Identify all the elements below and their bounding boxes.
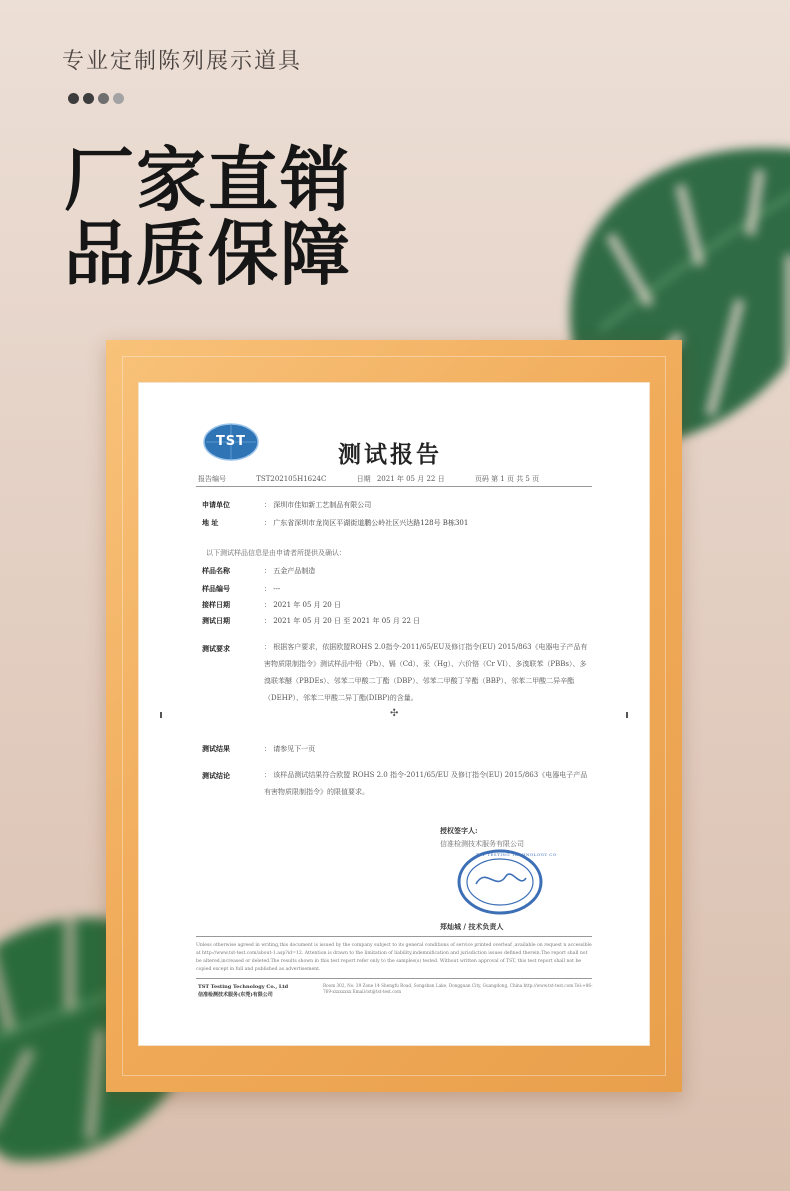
margin-tick-left xyxy=(160,712,162,718)
test-date-row xyxy=(202,616,420,626)
receive-date-row xyxy=(202,600,341,610)
sample-no-value: ： --- xyxy=(264,585,281,593)
headline-line-2: 品质保障 xyxy=(64,213,352,295)
sample-no-label: 样品编号 xyxy=(202,584,230,593)
sample-name-label: 样品名称 xyxy=(202,566,230,575)
report-no-label: 报告编号 xyxy=(198,475,226,483)
dot-4 xyxy=(113,93,124,104)
authorized-label: 授权签字人: xyxy=(440,826,478,835)
dot-2 xyxy=(83,93,94,104)
result-value: ： 请参见下一页 xyxy=(264,745,316,753)
footer-company-en: TST Testing Technology Co., Ltd xyxy=(198,984,289,990)
dot-3 xyxy=(98,93,109,104)
result-row xyxy=(202,744,315,754)
footer-company-cn: 信准检测技术服务(东莞)有限公司 xyxy=(198,992,273,998)
stamp-seal-icon xyxy=(456,848,544,916)
conclusion-text: ： 该样品测试结果符合欧盟 ROHS 2.0 指令-2011/65/EU 及修订指令(EU) 2015/863《电器电子产品有害物质限制指令》的限值要求。 xyxy=(264,771,588,796)
divider xyxy=(196,486,592,487)
company-sign: 信准检测技术服务有限公司 xyxy=(440,840,524,848)
applicant-label: 申请单位 xyxy=(202,500,230,509)
report-meta xyxy=(198,474,567,484)
divider-footer xyxy=(196,978,592,979)
tagline: 专业定制陈列展示道具 xyxy=(62,49,303,74)
crosshair-icon: ✣ xyxy=(390,708,399,719)
requirement-row xyxy=(202,644,264,654)
applicant-row xyxy=(202,500,371,510)
test-date-label: 测试日期 xyxy=(202,616,230,625)
requirement-text: ： 根据客户要求，依据欧盟ROHS 2.0指令-2011/65/EU及修订指令(EU) 2015/863《电器电子产品有害物质限制指令》测试样品中铅（Pb）、镉（Cd）、汞（Hg）、六价铬（Cr VI）、多溴联苯（PBBs）、多溴联苯醚（PBDEs）、邻苯二甲酸二丁酯（DBP）、邻苯二甲酸丁苄酯（BBP）、邻苯二甲酸二异辛酯（DEHP）、邻苯二甲酸二异丁酯(DIBP)的含量。 xyxy=(264,643,588,702)
sample-name-value: ： 五金产品制造 xyxy=(264,567,316,575)
sample-no-row xyxy=(202,584,280,594)
receive-date-value: ： 2021 年 05 月 20 日 xyxy=(264,601,341,609)
certificate-paper xyxy=(138,382,650,1046)
receive-date-label: 接样日期 xyxy=(202,600,230,609)
address-value: ： 广东省深圳市龙岗区平湖街道鹏公岭社区兴达路128号 B栋301 xyxy=(264,519,469,527)
page-info: 页码 第 1 页 共 5 页 xyxy=(474,475,540,483)
dot-1 xyxy=(68,93,79,104)
result-label: 测试结果 xyxy=(202,744,230,753)
logo-text: TST xyxy=(215,434,247,449)
date-label: 日期 xyxy=(356,475,371,483)
margin-tick-right xyxy=(626,712,628,718)
dot-indicator xyxy=(68,93,124,104)
address-row xyxy=(202,518,468,528)
divider-bottom xyxy=(196,936,592,937)
test-date-value: ： 2021 年 05 月 20 日 至 2021 年 05 月 22 日 xyxy=(264,617,421,625)
fine-print: Unless otherwise agreed in writing,this document is issued by the company subject to its general conditions of service printed overleaf ,available on request n accessible at http://www.tst-test.com/about-1.asp?id=12. Attention is drawn to the limitation of liability,indemnification and jurisdiction issues defined therein.The report shall not be altered,increased or deleted.The results shown in this test report refer only to the samples(s) tested. Without written approval of TST, this test report shall not be copied except in full and published as advertisement. xyxy=(196,943,592,972)
conclusion-row xyxy=(202,771,264,781)
address-label: 地 址 xyxy=(202,518,219,527)
report-no: TST202105H1624C xyxy=(256,475,327,483)
info-note: 以下测试样品信息是由申请者所提供及确认： xyxy=(206,549,346,557)
conclusion-label: 测试结论 xyxy=(202,771,230,780)
stamp-text: TST TESTING TECHNOLOGY CO xyxy=(476,852,557,857)
footer-company xyxy=(198,983,288,999)
headline-line-1: 厂家直销 xyxy=(64,139,352,221)
signer: 郑灿城 / 技术负责人 xyxy=(440,922,504,931)
requirement-label: 测试要求 xyxy=(202,644,230,653)
document-title: 测试报告 xyxy=(338,442,442,468)
sample-name-row xyxy=(202,566,315,576)
report-date: 2021 年 05 月 22 日 xyxy=(376,475,445,483)
footer-address: Room 302, No. 39 Zone 14 Shengfu Road, Songshan Lake, Dongguan City, Guangdong, China http://www.tst-test.com Tel:+86-769-xxxxxxxx Email:tst@tst-test.com xyxy=(323,983,593,994)
applicant-value: ： 深圳市佳如新工艺制品有限公司 xyxy=(264,501,372,509)
